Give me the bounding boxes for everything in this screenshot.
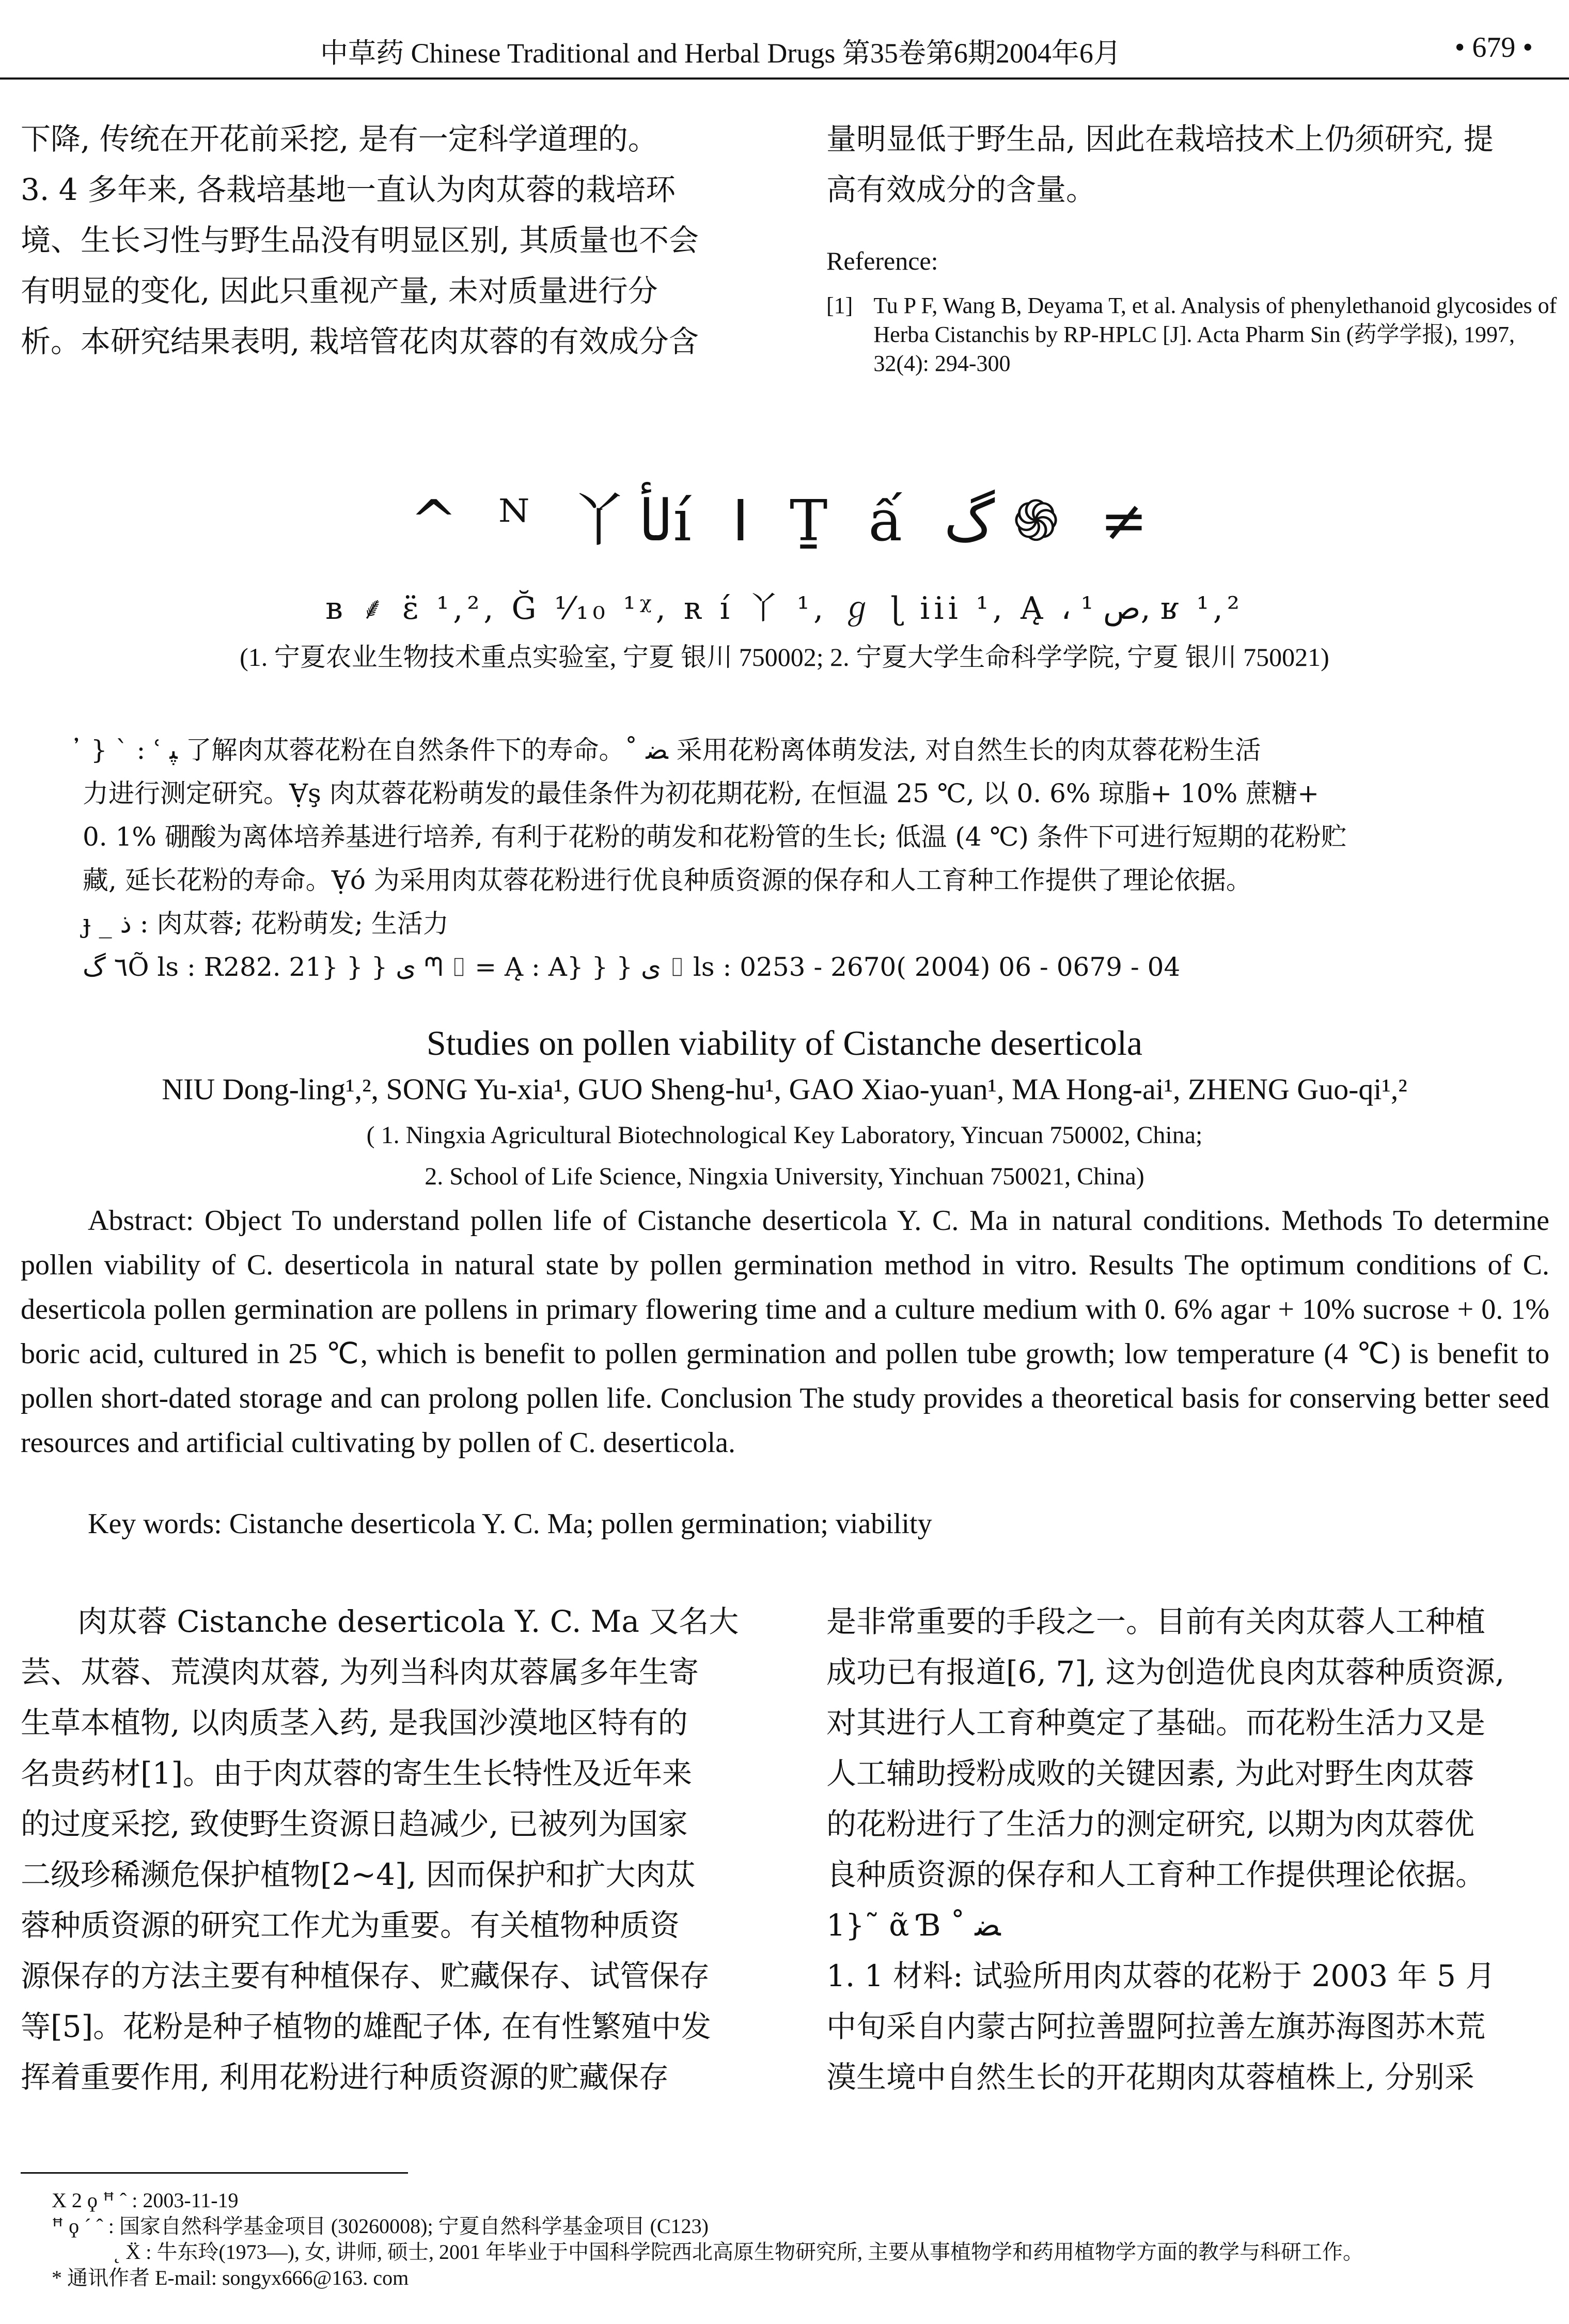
left-column-top — [21, 114, 764, 367]
text-line: 名贵药材[1]。由于肉苁蓉的寄生生长特性及近年来 — [21, 1756, 693, 1791]
en-keywords: Key words: Cistanche deserticola Y. C. Ma; pollen germination; viability — [88, 1508, 932, 1540]
reference-text: Tu P F, Wang B, Deyama T, et al. Analysis of phenylethanoid glycosides of Herba Cistanchis by RP-HPLC [J]. Acta Pharm Sin (药学学报), 1997, 32(4): 294-300 — [873, 293, 1557, 376]
page-number: • 679 • — [1454, 32, 1533, 64]
page-header — [0, 21, 1569, 80]
footnote-separator — [21, 2172, 408, 2174]
en-affiliation-2: 2. School of Life Science, Ningxia University, Yinchuan 750021, China) — [425, 1163, 1144, 1190]
text-line: 的过度采挖, 致使野生资源日趋减少, 已被列为国家 — [21, 1806, 688, 1842]
en-title: Studies on pollen viability of Cistanche deserticola — [426, 1023, 1143, 1063]
text-line: 下降, 传统在开花前采挖, 是有一定科学道理的。 — [21, 121, 658, 157]
text-line: 人工辅助授粉成败的关键因素, 为此对野生肉苁蓉 — [826, 1756, 1474, 1791]
text-line: 1. 1 材料: 试验所用肉苁蓉的花粉于 2003 年 5 月 — [826, 1958, 1496, 1993]
text-line: 析。本研究结果表明, 栽培管花肉苁蓉的有效成分含 — [21, 324, 699, 359]
footnote-received: X 2 ϙ ꟸ ˆ : 2003-11-19 — [52, 2189, 239, 2212]
section-heading-garbled: 1}˜ ᾶ Ɓ ˚ ﻀ — [826, 1908, 1001, 1943]
cn-abstract-line: 0. 1% 硼酸为离体培养基进行培养, 有利于花粉的萌发和花粉管的生长; 低温 (4 ℃) 条件下可进行短期的花粉贮 — [83, 822, 1347, 852]
cn-affiliation: (1. 宁夏农业生物技术重点实验室, 宁夏 银川 750002; 2. 宁夏大学生命科学学院, 宁夏 银川 750021) — [240, 643, 1329, 672]
garbled-cn-authors: ʙ ⸙ ε̈ ¹,², Ğ ⅟₁₀ ¹ᵡ, ʀ í 丫 ¹, ℊ ɭ iii ¹, Ą ، ص ¹, ʁ ¹,² — [325, 590, 1244, 627]
footnote-author-bio: ˛ Ẍ : 牛东玲(1973—), 女, 讲师, 硕士, 2001 年毕业于中国科学院西北高原生物研究所, 主要从事植物学和药用植物学方面的教学与科研工作。 — [114, 2240, 1363, 2264]
en-abstract-text: Abstract: Object To understand pollen life of Cistanche deserticola Y. C. Ma in natural conditions. Methods To determine pollen viability of C. deserticola in natural state by pollen germination method in vitro. Results The optimum conditions of C. deserticola pollen germination are pollens in primary flowering time and a culture medium with 0. 6% agar + 10% sucrose + 0. 1% boric acid, cultured in 25 ℃, which is benefit to pollen germination and pollen tube growth; low temperature (4 ℃) is benefit to pollen short-dated storage and can prolong pollen life. Conclusion The study provides a theoretical basis for conserving better seed resources and artificial cultivating by pollen of C. deserticola. — [21, 1205, 1549, 1459]
reference-item — [826, 291, 1569, 378]
cn-abstract-line: 力进行测定研究。Ɐ̣ş 肉苁蓉花粉萌发的最佳条件为初花期花粉, 在恒温 25 ℃, 以 0. 6% 琼脂+ 10% 蔗糖+ — [83, 778, 1319, 808]
text-line: 挥着重要作用, 利用花粉进行种质资源的贮藏保存 — [21, 2060, 669, 2095]
en-abstract — [21, 1198, 1549, 1465]
text-line: 良种质资源的保存和人工育种工作提供理论依据。 — [826, 1857, 1486, 1892]
journal-line: 中草药 Chinese Traditional and Herbal Drugs 第35卷第6期2004年6月 — [320, 38, 1121, 69]
reference-number: [1] — [826, 293, 853, 318]
right-column-top — [826, 114, 1569, 378]
text-line: 肉苁蓉 Cistanche deserticola Y. C. Ma 又名大 — [77, 1604, 739, 1639]
text-line: 源保存的方法主要有种植保存、贮藏保存、试管保存 — [21, 1958, 710, 1993]
text-line: 的花粉进行了生活力的测定研究, 以期为肉苁蓉优 — [826, 1806, 1474, 1842]
text-line: 蓉种质资源的研究工作尤为重要。有关植物种质资 — [21, 1908, 680, 1943]
text-line: 3. 4 多年来, 各栽培基地一直认为肉苁蓉的栽培环 — [21, 172, 676, 207]
right-column-body — [826, 1596, 1569, 2102]
text-line: 芸、苁蓉、荒漠肉苁蓉, 为列当科肉苁蓉属多年生寄 — [21, 1655, 699, 1690]
text-line: 中旬采自内蒙古阿拉善盟阿拉善左旗苏海图苏木荒 — [826, 2009, 1486, 2044]
text-line: 漠生境中自然生长的开花期肉苁蓉植株上, 分别采 — [826, 2060, 1474, 2095]
text-line: 境、生长习性与野生品没有明显区别, 其质量也不会 — [21, 223, 699, 258]
text-line: 量明显低于野生品, 因此在栽培技术上仍须研究, 提 — [826, 121, 1494, 157]
text-line: 生草本植物, 以肉质茎入药, 是我国沙漠地区特有的 — [21, 1705, 688, 1740]
text-line: 成功已有报道[6, 7], 这为创造优良肉苁蓉种质资源, — [826, 1655, 1505, 1690]
cn-classification: ٦ گÕ ls : R282. 21} } } ى ᘉ ⌷ = Ą : A} } } ى ⌷ ls : 0253 - 2670( 2004) 06 - 0679 - 04 — [83, 952, 1181, 982]
text-line: 二级珍稀濒危保护植物[2~4], 因而保护和扩大肉苁 — [21, 1857, 696, 1892]
text-line: 等[5]。花粉是种子植物的雄配子体, 在有性繁殖中发 — [21, 2009, 712, 2044]
text-line: 有明显的变化, 因此只重视产量, 未对质量进行分 — [21, 273, 658, 308]
cn-abstract — [83, 728, 1508, 989]
cn-abstract-line: 藏, 延长花粉的寿命。Ɐ̣ó 为采用肉苁蓉花粉进行优良种质资源的保存和人工育种工作提供了理论依据。 — [83, 865, 1252, 895]
en-authors: NIU Dong-ling¹,², SONG Yu-xia¹, GUO Sheng-hu¹, GAO Xiao-yuan¹, MA Hong-ai¹, ZHENG Guo-qi¹,² — [162, 1072, 1407, 1106]
text-line: 对其进行人工育种奠定了基础。而花粉生活力又是 — [826, 1705, 1486, 1740]
cn-abstract-line: ̓ } ` : ʿ ﭙ 了解肉苁蓉花粉在自然条件下的寿命。˚ ﻀ 采用花粉离体萌发法, 对自然生长的肉苁蓉花粉生活 — [83, 735, 1261, 765]
text-line: 是非常重要的手段之一。目前有关肉苁蓉人工种植 — [826, 1604, 1486, 1639]
garbled-cn-title: ^ ᴺ 丫لأí ꓲ Ṯ ấ گ ֍ ≠ — [410, 488, 1159, 554]
footnote-funding: ꟸ ϙ ´ ˆ : 国家自然科学基金项目 (30260008); 宁夏自然科学基金项目 (C123) — [52, 2214, 709, 2238]
cn-keywords: ɟ _ ذ : 肉苁蓉; 花粉萌发; 生活力 — [83, 909, 449, 939]
left-column-body — [21, 1596, 764, 2102]
reference-heading: Reference: — [826, 246, 938, 275]
en-affiliation-1: ( 1. Ningxia Agricultural Biotechnological Key Laboratory, Yincuan 750002, China; — [366, 1121, 1203, 1149]
footnote-correspondence: * 通讯作者 E-mail: songyx666@163. com — [52, 2266, 409, 2289]
footnotes — [52, 2188, 1549, 2291]
text-line: 高有效成分的含量。 — [826, 172, 1096, 207]
